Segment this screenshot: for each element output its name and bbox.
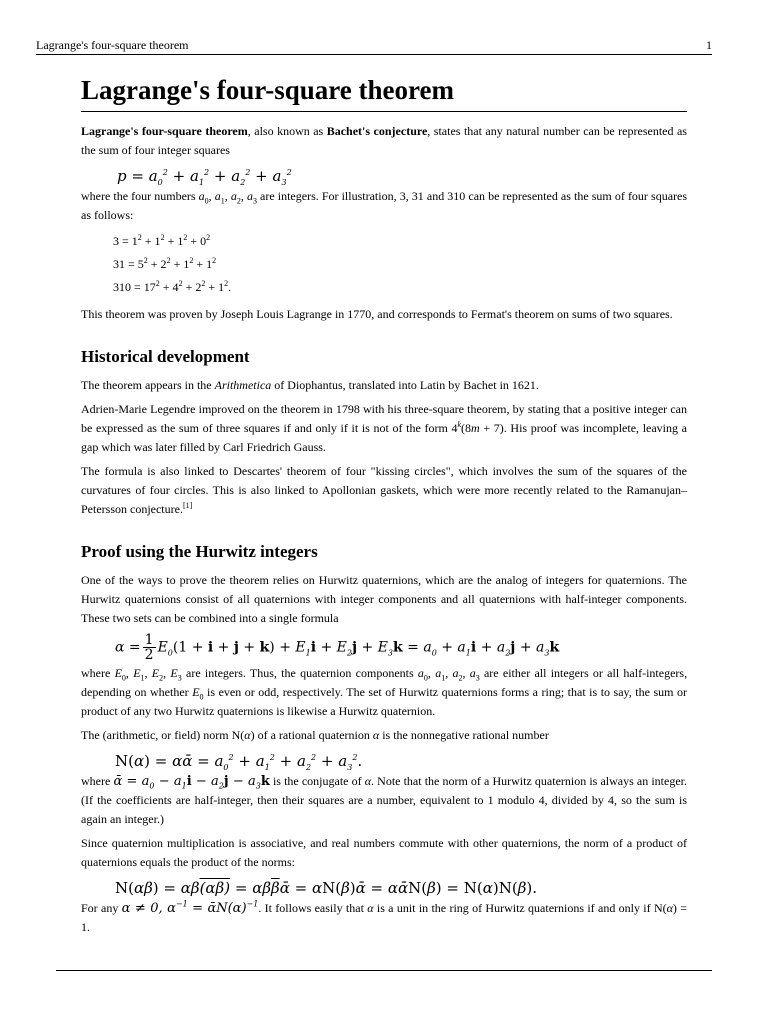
history-paragraph-3: The formula is also linked to Descartes' theorem of four "kissing circles", which involves the sum of the squares of the curvatures of four circles. This is also linked to Apollonian gaskets, which were more recently related to the Ramanujan–Petersson conjecture.[1] bbox=[81, 464, 687, 516]
half-fraction: $\frac{1}{2}$ bbox=[144, 632, 154, 663]
footer-rule bbox=[56, 970, 712, 971]
running-header-title: Lagrange's four-square theorem bbox=[36, 38, 189, 52]
norm-product-formula: $N(\alpha\beta) = \alpha\beta(\alpha\beta) = \alpha\beta\overline{\beta}ᾱ$ = αN(β)ᾱ = αᾱN(β) = N(α)N(β). bbox=[115, 879, 537, 897]
example-list bbox=[113, 230, 687, 299]
citation-link-1[interactable]: [1] bbox=[182, 501, 193, 510]
intro-paragraph: Lagrange's four-square theorem, also known as Bachet's conjecture, states that any natural number can be represented as the sum of four integer squares bbox=[81, 124, 687, 157]
example-3: $3 = 1^2 + 1^2 + 1^2 + 0^2$ bbox=[113, 233, 211, 248]
page-number: 1 bbox=[706, 38, 712, 52]
hurwitz-paragraph-1: One of the ways to prove the theorem relies on Hurwitz quaternions, which are the analog of integers for quaternions. The Hurwitz quaternions consist of all quaternions with integer components and all quaternions with half-integer components. These two sets can be combined into a single formula bbox=[81, 573, 687, 625]
four-square-formula: $p = a_0^2 + a_1^2 + a_2^2 + a_3^2$ bbox=[117, 167, 292, 187]
intro-alias: Bachet's conjecture bbox=[326, 124, 428, 138]
heading-historical-development: Historical development bbox=[81, 347, 250, 366]
norm-formula: N(α) = αᾱ = $a_0^2 + a_1^2 + a_2^2 + a_3^2$. bbox=[115, 752, 363, 772]
history-paragraph-1: The theorem appears in the Arithmetica of Diophantus, translated into Latin by Bachet in 1621. bbox=[81, 378, 539, 392]
hurwitz-formula: α = $\frac{1}{2}$ $E_0(1 + i + j + k) + E_1i + E_2j + E_3k = a_0 + a_1i + a_2j + a_3k$ bbox=[115, 632, 560, 663]
where-numbers-paragraph: where the four numbers $a_0$, $a_1$, $a_2$, $a_3$ are integers. For illustration, 3, 31 and 310 can be represented as the sum of four squares as follows: bbox=[81, 189, 688, 222]
article-title: Lagrange's four-square theorem bbox=[81, 70, 687, 112]
hurwitz-paragraph-4: where ᾱ = $a_0 - a_1i - a_2j - a_3k$ is the conjugate of α. Note that the norm of a Hurwitz quaternion is always an integer. (If the coefficients are half-integer, then their squares are a number, equivalent to 1 modulo 4, divided by 4, so the sum is again an integer.) bbox=[81, 774, 687, 826]
hurwitz-paragraph-2: where $E_0$, $E_1$, $E_2$, $E_3$ are integers. Thus, the quaternion components $a_0$, $a_1$, $a_2$, $a_3$ are either all integers or all half-integers, depending on whether $E_0$ is even or odd, respectively. The set of Hurwitz quaternions forms a ring; that is to say, the sum or product of any two Hurwitz quaternions is likewise a Hurwitz quaternion. bbox=[81, 666, 688, 718]
hurwitz-paragraph-5: Since quaternion multiplication is associative, and real numbers commute with other quaternions, the norm of a product of quaternions equals the product of the norms: bbox=[81, 836, 687, 869]
intro-term: Lagrange's four-square theorem bbox=[81, 124, 248, 138]
proof-note-paragraph: This theorem was proven by Joseph Louis Lagrange in 1770, and corresponds to Fermat's theorem on sums of two squares. bbox=[81, 307, 673, 321]
arithmetica-title: Arithmetica bbox=[214, 378, 272, 392]
running-header bbox=[36, 38, 712, 55]
heading-hurwitz-proof: Proof using the Hurwitz integers bbox=[81, 542, 318, 561]
example-310: $310 = 17^2 + 4^2 + 2^2 + 1^2$. bbox=[113, 279, 232, 294]
article-body bbox=[81, 70, 687, 942]
hurwitz-paragraph-6: For any α ≠ 0, $\alpha^{-1}$ = $ᾱN(\alpha)^{-1}$. It follows easily that α is a unit in the ring of Hurwitz quaternions if and only if N(α) = 1. bbox=[81, 899, 688, 934]
history-paragraph-2: Adrien-Marie Legendre improved on the theorem in 1798 with his three-square theorem, by stating that a positive integer can be expressed as the sum of three squares if and only if it is not of the form $4^k(8m + 7)$. His proof was incomplete, leaving a gap which was later filled by Carl Friedrich Gauss. bbox=[81, 402, 688, 454]
example-31: $31 = 5^2 + 2^2 + 1^2 + 1^2$ bbox=[113, 256, 217, 271]
hurwitz-paragraph-3: The (arithmetic, or field) norm N(α) of a rational quaternion α is the nonnegative rational number bbox=[81, 728, 549, 742]
